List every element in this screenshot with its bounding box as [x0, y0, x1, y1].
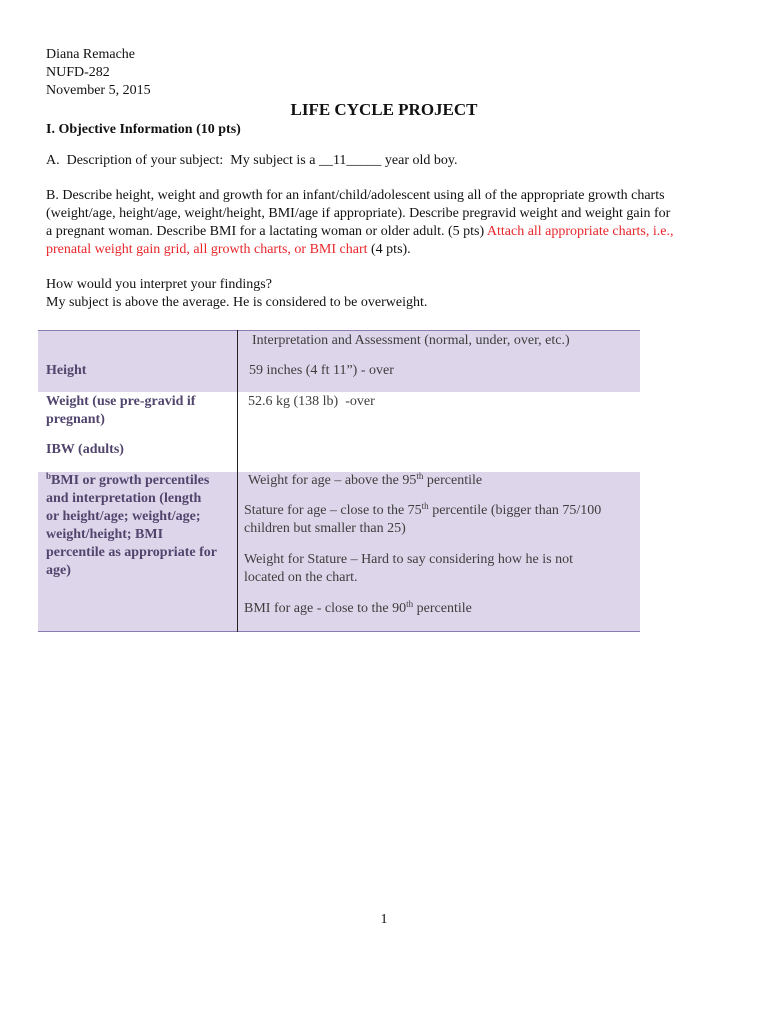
- bmi-label-line-4: weight/height; BMI: [46, 527, 164, 542]
- question-b-line-2: (weight/age, height/age, weight/height, BMI/age if appropriate). Describe pregravid weight and weight gain for: [46, 206, 671, 221]
- attach-charts-instruction: Attach all appropriate charts, i.e.,: [486, 224, 674, 239]
- bmi-label-line-6: age): [46, 563, 71, 578]
- weight-label-line-2: pregnant): [46, 412, 105, 427]
- ordinal-suffix: th: [406, 599, 414, 609]
- bmi-label-line-3: or height/age; weight/age;: [46, 509, 201, 524]
- ibw-label: IBW (adults): [46, 442, 124, 457]
- section-heading: I. Objective Information (10 pts): [46, 122, 241, 137]
- bmi-for-age-rest: percentile: [413, 601, 472, 616]
- document-title: LIFE CYCLE PROJECT: [290, 100, 478, 119]
- weight-label-line-1: Weight (use pre-gravid if: [46, 394, 196, 409]
- ordinal-suffix: th: [416, 471, 424, 481]
- bmi-label-line-5: percentile as appropriate for: [46, 545, 217, 560]
- stature-for-age-line-2: children but smaller than 25): [244, 521, 406, 536]
- question-b-points: (4 pts).: [367, 242, 411, 257]
- stature-for-age-text: Stature for age – close to the 75: [244, 503, 422, 518]
- question-a: A. Description of your subject: My subject is a __11_____ year old boy.: [46, 153, 458, 168]
- bmi-label-text: BMI or growth percentiles: [51, 473, 210, 488]
- interpretation-question: How would you interpret your findings?: [46, 277, 272, 292]
- assessment-table: [38, 330, 640, 632]
- weight-for-age-entry: [248, 472, 482, 490]
- height-label: Height: [46, 363, 87, 378]
- question-b-line-3-text: a pregnant woman. Describe BMI for a lactating woman or older adult. (5 pts): [46, 224, 487, 239]
- bmi-label-line-1: [46, 472, 209, 490]
- weight-for-stature-line-1: Weight for Stature – Hard to say considering how he is not: [244, 552, 573, 567]
- weight-value: 52.6 kg (138 lb) -over: [248, 394, 375, 409]
- table-column-divider: [237, 330, 238, 632]
- table-bottom-rule: [38, 631, 640, 632]
- attach-charts-instruction-cont: prenatal weight gain grid, all growth charts, or BMI chart: [46, 242, 368, 257]
- stature-for-age-rest: percentile (bigger than 75/100: [428, 503, 602, 518]
- course-code: NUFD-282: [46, 65, 110, 80]
- page-number: 1: [380, 912, 388, 927]
- bmi-label-line-2: and interpretation (length: [46, 491, 202, 506]
- table-top-rule: [38, 330, 640, 331]
- bmi-for-age-entry: [244, 600, 472, 618]
- ordinal-suffix: th: [421, 501, 429, 511]
- author-name: Diana Remache: [46, 47, 136, 62]
- bmi-for-age-text: BMI for age - close to the 90: [244, 601, 407, 616]
- question-b-line-3: [46, 223, 673, 241]
- weight-for-stature-line-2: located on the chart.: [244, 570, 358, 585]
- height-value: 59 inches (4 ft 11”) - over: [249, 363, 394, 378]
- weight-for-age-rest: percentile: [423, 473, 483, 488]
- question-b-line-1: B. Describe height, weight and growth for an infant/child/adolescent using all of the appropriate growth charts: [46, 188, 665, 203]
- stature-for-age-entry: [244, 502, 601, 520]
- column-header-assessment: Interpretation and Assessment (normal, under, over, etc.): [252, 333, 570, 348]
- document-date: November 5, 2015: [46, 83, 151, 98]
- footnote-marker: b: [46, 471, 52, 481]
- weight-for-age-text: Weight for age – above the 95: [248, 473, 417, 488]
- interpretation-answer: My subject is above the average. He is considered to be overweight.: [46, 295, 428, 310]
- question-b-line-4: [46, 241, 411, 259]
